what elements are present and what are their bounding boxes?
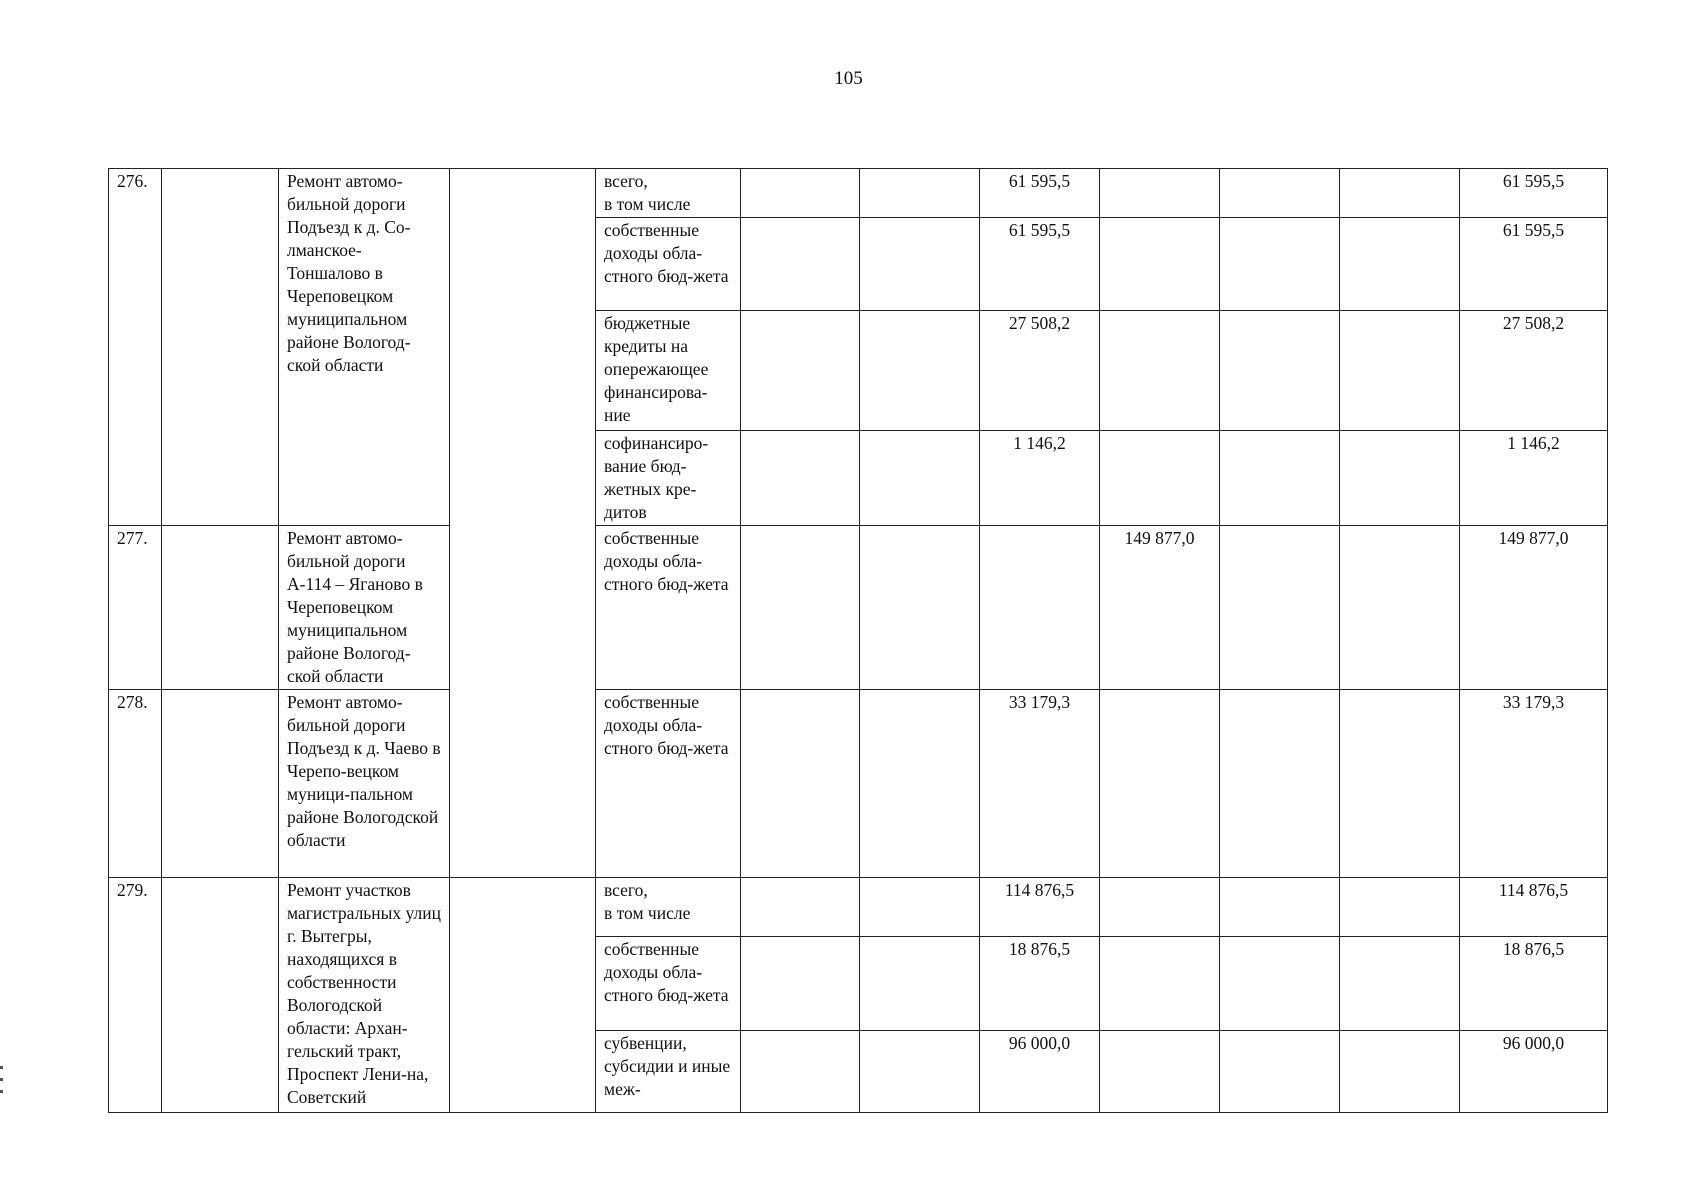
total-cell: 27 508,2	[1460, 311, 1608, 431]
amount-cell: 96 000,0	[980, 1031, 1100, 1113]
table-row	[109, 169, 1608, 218]
budget-table	[108, 168, 1608, 1113]
table-row	[109, 526, 1608, 690]
funding-source: собственные доходы обла-стного бюд-жета	[596, 526, 741, 690]
funding-source: собственные доходы обла-стного бюд-жета	[596, 937, 741, 1031]
amount-cell: 61 595,5	[980, 218, 1100, 311]
funding-source: субвенции, субсидии и иные меж-	[596, 1031, 741, 1113]
amount-cell: 1 146,2	[980, 431, 1100, 526]
page-number: 105	[834, 68, 863, 89]
table-row	[109, 690, 1608, 878]
object-name: Ремонт автомо-бильной дороги Подъезд к д. Чаево в Черепо-вецком муници-пальном районе Вологодской области	[279, 690, 450, 878]
amount-cell: 114 876,5	[980, 878, 1100, 937]
empty-cell	[162, 690, 279, 878]
scan-mark	[0, 1078, 3, 1081]
row-number: 277.	[109, 526, 162, 690]
total-cell: 96 000,0	[1460, 1031, 1608, 1113]
row-number: 276.	[109, 169, 162, 526]
table-row	[109, 878, 1608, 937]
row-number: 278.	[109, 690, 162, 878]
empty-cell	[450, 878, 596, 1113]
object-name: Ремонт автомо-бильной дороги А-114 – Яганово в Череповецком муниципальном районе Вологод-ской области	[279, 526, 450, 690]
total-cell: 33 179,3	[1460, 690, 1608, 878]
amount-cell: 18 876,5	[980, 937, 1100, 1031]
total-cell: 149 877,0	[1460, 526, 1608, 690]
amount-cell: 61 595,5	[980, 169, 1100, 218]
funding-source: всего, в том числе	[596, 878, 741, 937]
amount-cell: 149 877,0	[1100, 526, 1220, 690]
empty-cell	[162, 169, 279, 526]
amount-cell: 27 508,2	[980, 311, 1100, 431]
total-cell: 114 876,5	[1460, 878, 1608, 937]
amount-cell: 33 179,3	[980, 690, 1100, 878]
funding-source: всего, в том числе	[596, 169, 741, 218]
total-cell: 18 876,5	[1460, 937, 1608, 1031]
object-name: Ремонт автомо-бильной дороги Подъезд к д. Со-лманское-Тоншалово в Череповецком муниципальном районе Вологод-ской области	[279, 169, 450, 526]
funding-source: софинансиро-вание бюд-жетных кре-дитов	[596, 431, 741, 526]
funding-source: собственные доходы обла-стного бюд-жета	[596, 218, 741, 311]
object-name: Ремонт участков магистральных улиц г. Вытегры, находящихся в собственности Вологодской области: Архан-гельский тракт, Проспект Лени-на, Советский	[279, 878, 450, 1113]
total-cell: 1 146,2	[1460, 431, 1608, 526]
empty-cell	[450, 169, 596, 878]
empty-cell	[162, 526, 279, 690]
total-cell: 61 595,5	[1460, 218, 1608, 311]
total-cell: 61 595,5	[1460, 169, 1608, 218]
row-number: 279.	[109, 878, 162, 1113]
funding-source: собственные доходы обла-стного бюд-жета	[596, 690, 741, 878]
empty-cell	[162, 878, 279, 1113]
scan-mark	[0, 1090, 3, 1093]
funding-source: бюджетные кредиты на опережающее финансирова-ние	[596, 311, 741, 431]
scan-mark	[0, 1066, 3, 1069]
